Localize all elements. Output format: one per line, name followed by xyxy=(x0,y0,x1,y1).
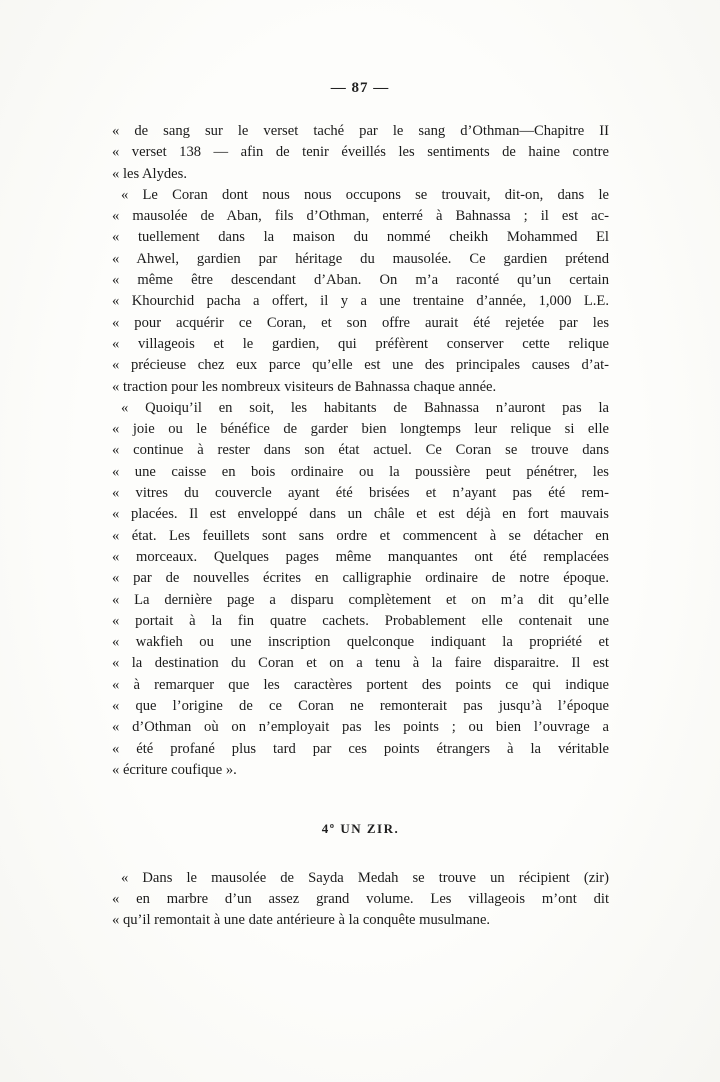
after-heading-text-block xyxy=(112,868,609,932)
main-text-block xyxy=(112,121,609,781)
text-line: « état. Les feuillets sont sans ordre et commencent à se détacher en xyxy=(112,527,609,544)
text-line: « par de nouvelles écrites en calligraphie ordinaire de notre époque. xyxy=(112,570,609,587)
text-line: « de sang sur le verset taché par le sang d’Othman—Chapitre II xyxy=(112,123,609,139)
paragraph xyxy=(112,398,609,781)
text-line: « pour acquérir ce Coran, et son offre aurait été rejetée par les xyxy=(112,314,609,331)
text-line: « morceaux. Quelques pages même manquantes ont été remplacées xyxy=(112,548,609,565)
text-line: « mausolée de Aban, fils d’Othman, enterré à Bahnassa ; il est ac- xyxy=(112,208,609,225)
text-line: « Quoiqu’il en soit, les habitants de Bahnassa n’auront pas la xyxy=(121,399,609,416)
text-line: « La dernière page a disparu complètement et on m’a dit qu’elle xyxy=(112,591,609,608)
text-line: « les Alydes. xyxy=(112,165,187,182)
text-line: « que l’origine de ce Coran ne remonterait pas jusqu’à l’époque xyxy=(112,698,609,715)
text-line: « la destination du Coran et on a tenu à la faire disparaitre. Il est xyxy=(112,655,609,672)
text-line: « d’Othman où on n’employait pas les points ; ou bien l’ouvrage a xyxy=(112,719,609,736)
text-line: « portait à la fin quatre cachets. Probablement elle contenait une xyxy=(112,612,609,629)
text-line: « verset 138 — afin de tenir éveillés les sentiments de haine contre xyxy=(112,144,609,161)
text-line: « traction pour les nombreux visiteurs de Bahnassa chaque année. xyxy=(112,378,497,395)
text-line: « Dans le mausolée de Sayda Medah se trouve un récipient (zir) xyxy=(121,869,609,886)
text-line: « Khourchid pacha a offert, il y a une trentaine d’année, 1,000 L.E. xyxy=(112,293,609,310)
text-line: « qu’il remontait à une date antérieure à la conquête musulmane. xyxy=(112,912,491,929)
text-line: « continue à rester dans son état actuel. Ce Coran se trouve dans xyxy=(112,442,609,459)
text-line: « joie ou le bénéfice de garder bien longtemps leur relique si elle xyxy=(112,421,609,438)
page-text xyxy=(112,121,609,931)
section-heading: 4º UN ZIR. xyxy=(321,821,400,837)
paragraph xyxy=(112,121,609,185)
text-line: « Le Coran dont nous nous occupons se trouvait, dit-on, dans le xyxy=(121,186,609,203)
text-line: « en marbre d’un assez grand volume. Les villageois m’ont dit xyxy=(112,890,609,907)
paragraph xyxy=(112,868,609,932)
text-line: « écriture coufique ». xyxy=(112,761,237,778)
paragraph xyxy=(112,185,609,398)
text-line: « même être descendant d’Aban. On m’a raconté qu’un certain xyxy=(112,272,609,289)
text-line: « placées. Il est enveloppé dans un châle et est déjà en fort mauvais xyxy=(112,506,609,523)
text-line: « été profané plus tard par ces points étrangers à la véritable xyxy=(112,740,609,757)
text-line: « wakfieh ou une inscription quelconque indiquant la propriété et xyxy=(112,634,609,651)
text-line: « Ahwel, gardien par héritage du mausolée. Ce gardien prétend xyxy=(112,250,609,267)
page-number: — 87 — xyxy=(330,80,390,96)
text-line: « vitres du couvercle ayant été brisées et n’ayant pas été rem- xyxy=(112,485,609,502)
text-line: « tuellement dans la maison du nommé cheikh Mohammed El xyxy=(112,229,609,246)
text-line: « précieuse chez eux parce qu’elle est une des principales causes d’at- xyxy=(112,357,609,374)
text-line: « villageois et le gardien, qui préfèrent conserver cette relique xyxy=(112,335,609,352)
text-line: « à remarquer que les caractères portent des points ce qui indique xyxy=(112,676,609,693)
text-line: « une caisse en bois ordinaire ou la poussière peut pénétrer, les xyxy=(112,463,609,480)
